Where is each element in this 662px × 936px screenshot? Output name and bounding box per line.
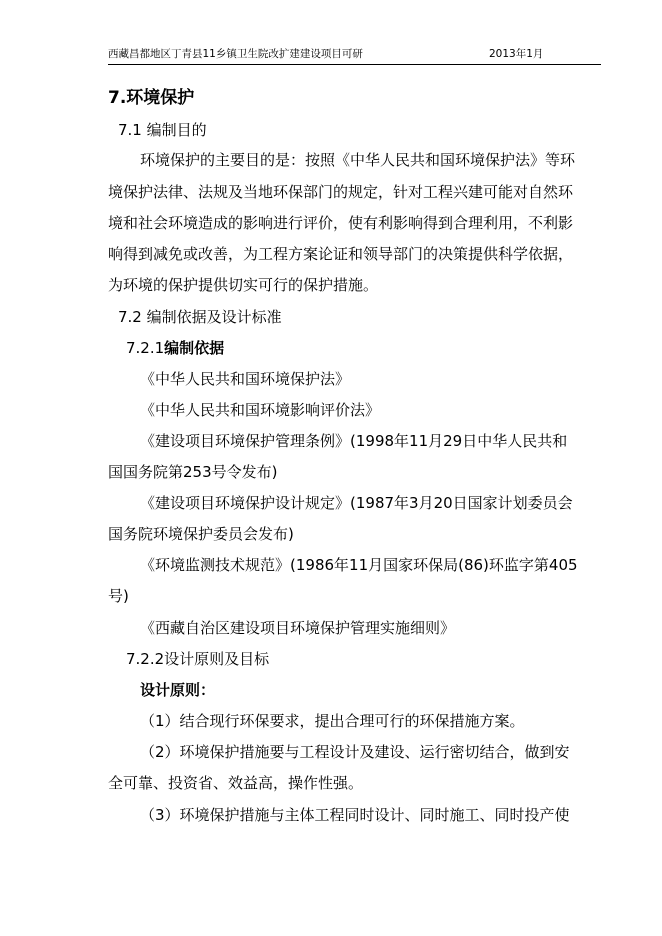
subsection-7-1-heading: 7.1 编制目的 <box>118 121 207 139</box>
paragraph-line: 境和社会环境造成的影响进行评价，使有利影响得到合理利用，不利影 <box>108 214 574 232</box>
paragraph-line: 环境保护的主要目的是：按照《中华人民共和国环境保护法》等环 <box>140 151 576 169</box>
reference-line: 《中华人民共和国环境影响评价法》 <box>140 401 381 419</box>
principles-title: 设计原则： <box>140 681 216 699</box>
reference-line: 《建设项目环境保护设计规定》(1987年3月20日国家计划委员会 <box>140 494 573 512</box>
header-date: 2013年1月 <box>489 48 544 60</box>
principle-line: （1）结合现行环保要求，提出合理可行的环保措施方案。 <box>140 712 525 730</box>
principle-line: （3）环境保护措施与主体工程同时设计、同时施工、同时投产使 <box>140 806 570 824</box>
reference-line: 号) <box>108 587 129 605</box>
principle-line: （2）环境保护措施要与工程设计及建设、运行密切结合，做到安 <box>140 743 570 761</box>
header-project-title: 西藏昌都地区丁青县11乡镇卫生院改扩建建设项目可研 <box>108 48 363 60</box>
reference-line: 《环境监测技术规范》(1986年11月国家环保局(86)环监字第405 <box>140 556 578 574</box>
page-header <box>108 47 601 65</box>
paragraph-line: 响得到减免或改善，为工程方案论证和领导部门的决策提供科学依据， <box>108 245 574 263</box>
reference-line: 《西藏自治区建设项目环境保护管理实施细则》 <box>140 619 456 637</box>
reference-line: 《中华人民共和国环境保护法》 <box>140 370 351 388</box>
subsection-title: 编制依据 <box>164 339 225 357</box>
subsection-7-2-1-heading <box>126 338 224 358</box>
subsection-7-2-2-heading: 7.2.2设计原则及目标 <box>126 650 270 668</box>
paragraph-line: 境保护法律、法规及当地环保部门的规定，针对工程兴建可能对自然环 <box>108 183 574 201</box>
subsection-7-2-heading: 7.2 编制依据及设计标准 <box>118 308 282 326</box>
section-title: 7.环境保护 <box>108 88 195 108</box>
reference-line: 国国务院第253号令发布) <box>108 463 278 481</box>
paragraph-line: 为环境的保护提供切实可行的保护措施。 <box>108 276 379 294</box>
reference-line: 国务院环境保护委员会发布) <box>108 525 294 543</box>
subsection-number: 7.2.1 <box>126 339 165 357</box>
principle-line: 全可靠、投资省、效益高，操作性强。 <box>108 774 364 792</box>
reference-line: 《建设项目环境保护管理条例》(1998年11月29日中华人民共和 <box>140 432 568 450</box>
